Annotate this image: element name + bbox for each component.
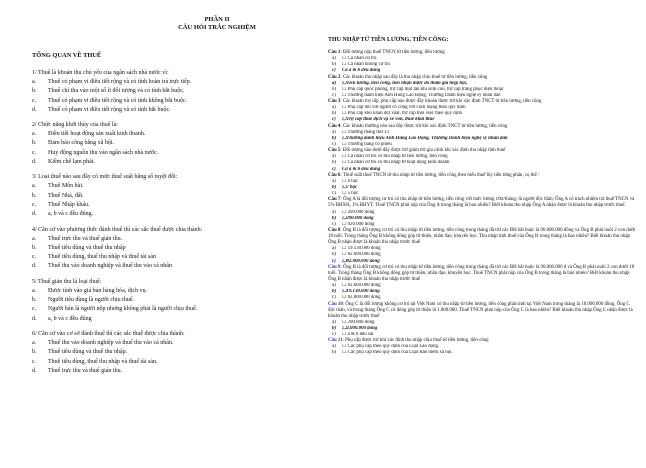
- question-block: [32, 69, 287, 115]
- option-text: Thuế có phạm vi điều tiết rộng và có tính bắt buộc.: [48, 106, 171, 113]
- option-text: ☐ Thưởng bằng cổ phiếu: [342, 141, 392, 147]
- option-text: ☐ Phụ cấp quốc phòng, trợ cấp một lần khi sinh con, trợ cấp trang phục điện thoại: [342, 86, 504, 92]
- answer-option: [32, 287, 287, 296]
- answer-option: [328, 295, 636, 301]
- left-question-list: [32, 69, 287, 376]
- option-letter: c.: [32, 97, 37, 104]
- question-body: : Các khoản thưởng nào sau đây được trừ khi xác định TNCT từ tiền lương, tiền công: [340, 123, 508, 129]
- answer-option: [32, 253, 287, 262]
- answer-option: [32, 182, 287, 191]
- answer-option: [32, 244, 287, 253]
- option-letter: b): [332, 111, 337, 117]
- section-title-overview: TỔNG QUAN VỀ THUẾ: [32, 52, 102, 59]
- option-text: a, b và c đều đúng.: [48, 211, 94, 218]
- option-letter: c): [332, 92, 336, 98]
- answer-option: [32, 348, 287, 357]
- option-letter: a.: [32, 131, 37, 138]
- question-text: 5/ Thuế gián thu là loại thuế:: [32, 278, 102, 285]
- question-block: [328, 228, 636, 265]
- question-body: : Các khoản thu nhập sau đây là thu nhập chịu thuế từ tiền lương, tiền công: [340, 74, 488, 80]
- option-letter: d.: [32, 106, 37, 113]
- left-column: [32, 16, 287, 382]
- question-block: [328, 338, 636, 356]
- option-letter: b): [332, 62, 337, 68]
- answer-option-correct: [328, 167, 636, 173]
- option-letter: c): [332, 117, 336, 123]
- option-text: ☐Thưởng danh hiệu Anh Hùng Lao Động, Thưởng Danh hiệu nghệ sỹ nhân dân: [342, 135, 508, 141]
- question-block: [328, 124, 636, 148]
- option-letter: b.: [32, 140, 37, 147]
- option-letter: b.: [32, 349, 37, 356]
- question-number: Câu 5: [328, 148, 341, 154]
- question-text: 3/ Loại thuế nào sau đây có mức thuế suất bằng số tuyệt đối:: [32, 174, 178, 181]
- option-letter: b): [332, 215, 337, 221]
- option-text: Thuế tiêu dùng, thuế thu nhập và thuế tài sản.: [48, 358, 158, 365]
- part-subtitle: CÂU HỎI TRẮC NGHIỆM: [178, 24, 256, 31]
- option-text: Thuế chỉ thu vào một số ít đối tượng và có tính bắt buộc.: [48, 88, 185, 95]
- option-text: Thuế Nhà, đất.: [48, 192, 84, 199]
- question-text: 1/ Thuế là khoản thu chủ yếu của ngân sách nhà nước vì:: [32, 70, 169, 76]
- answer-option: [32, 235, 287, 244]
- option-letter: c.: [32, 254, 37, 261]
- question-block: [32, 278, 287, 324]
- answer-option: [32, 339, 287, 348]
- question-block: [328, 302, 636, 339]
- answer-option: [32, 210, 287, 219]
- option-text: Người bán là người nộp nhưng không phải là người chịu thuế.: [48, 306, 198, 313]
- question-number: Câu 2: [328, 74, 341, 80]
- answer-option: [328, 142, 636, 148]
- option-letter: b.: [32, 192, 37, 199]
- right-question-list: [328, 50, 636, 357]
- question-body: : Ông B là đối tượng cư trú có thu nhập từ tiền lương, tiền công trong tháng đã trừ các BH bắt buộc là 90.000.000 đồng và Ông B phải nuôi 2 con dưới 18 tuổi. Trong tháng Ông B không đóng góp từ thiện, nhân đạo, khuyến học. Thu nhập tính thuế của Ông B trong tháng là bao nhiêu? Biết khoản thu nhập Ông B nhận được là khoản thu nhập trước thuế: [328, 228, 636, 246]
- option-text: Đảm bảo công bằng xã hội.: [48, 140, 114, 147]
- option-text: Thuế trực thu và thuế gián thu.: [48, 235, 123, 242]
- question-text: 6/ Căn cứ vào cơ sở đánh thuế thì các sắc thuế được chia thành:: [32, 330, 185, 337]
- answer-option-correct: [328, 117, 636, 123]
- option-letter: b): [332, 350, 337, 356]
- option-letter: c.: [32, 201, 37, 208]
- question-body: : Ông A là đối tượng cư trú có thu nhập từ tiền lương, tiền công với mức lương 10tr/tháng; là người độc thân; Ông A có trách nhiệm trả thuế TNCN và 5% BHXH, 1% BHYT. Thuế TNCN phải nộp của Ông A trong tháng là bao nhiêu? Biết khoản thu nhập Ông A nhận được là khoản thu nhập trước thuế.: [328, 197, 635, 209]
- question-block: [328, 99, 636, 123]
- option-text: Thuế Môn bài.: [48, 183, 84, 190]
- option-text: ☐290.000 đồng: [342, 215, 374, 221]
- answer-option: [32, 139, 287, 148]
- question-body: : Ông C là đối tượng không cư trú tại Việt Nam có thu nhập từ tiền lương, tiền công phát sinh tại Việt Nam trong tháng là 10.000.000 đồng. Ông C độc thân, và trong tháng Ông C có đóng góp từ thiện là 1.000.000. Thuế TNCN phải nộp của Ông C là bao nhiêu? Biết khoản thu nhập Ông C nhận được là khoản thu nhập trước thuế: [328, 301, 633, 319]
- option-letter: b): [332, 160, 337, 166]
- option-letter: d.: [32, 211, 37, 218]
- question-text: [328, 302, 636, 320]
- option-text: Thuế thu vào doanh nghiệp và thuế thu vào cá nhân.: [48, 339, 174, 346]
- question-body: : Thuế suất thuế TNCN từ thu nhập từ tiền lương, tiền công theo biểu thuế lũy tiến từng phần, cụ thể :: [340, 172, 540, 178]
- option-text: a, b và c đều đúng: [48, 315, 92, 322]
- question-block: [328, 265, 636, 302]
- option-letter: c): [332, 191, 336, 197]
- option-letter: c.: [32, 149, 37, 156]
- question-number: Câu 7: [328, 197, 341, 203]
- answer-option-correct: [328, 68, 636, 74]
- option-text: Thuế có phạm vi điều tiết rộng và có tính hoàn trả trực tiếp.: [48, 79, 192, 85]
- option-text: ☐ 209.000 đồng: [342, 209, 375, 215]
- option-text: Thuế có phạm vi điều tiết rộng và có tính không bắt buộc.: [48, 97, 188, 104]
- option-letter: c): [332, 141, 336, 147]
- option-text: ☐82.800.000 đồng: [342, 258, 380, 264]
- question-number: Câu 1: [328, 50, 341, 55]
- option-letter: a): [332, 319, 336, 325]
- option-text: Được tính vào giá bán hàng hóa, dịch vụ.: [48, 287, 148, 294]
- option-letter: c): [332, 332, 336, 337]
- answer-option: [32, 201, 287, 210]
- option-text: ☐ Thưởng tháng thứ 13: [342, 129, 389, 135]
- right-column: [328, 37, 636, 357]
- option-text: Người tiêu dùng là người chịu thuế.: [48, 297, 135, 304]
- question-number: Câu 6: [328, 172, 341, 178]
- question-number: Câu 10: [328, 301, 343, 307]
- answer-option: [32, 158, 287, 167]
- answer-option: [328, 350, 636, 356]
- option-letter: a.: [32, 287, 37, 294]
- option-letter: b): [332, 252, 337, 258]
- question-block: [32, 173, 287, 219]
- answer-option: [32, 106, 287, 115]
- answer-option: [32, 130, 287, 139]
- option-letter: a.: [32, 339, 37, 346]
- answer-option: [32, 296, 287, 305]
- option-letter: b.: [32, 297, 37, 304]
- option-letter: c): [332, 166, 336, 172]
- option-text: ☐ 6 bậc: [342, 178, 359, 184]
- option-letter: b.: [32, 244, 37, 251]
- option-text: ☐ Thưởng danh hiệu Anh Hùng Lao Động, Thưởng Danh hiệu nghệ sỹ nhân dân: [342, 92, 501, 98]
- option-letter: b.: [32, 88, 37, 95]
- option-text: ☐ Các phụ cấp theo quy định của Luật Bảo hiểm xã hội.: [342, 350, 453, 356]
- question-block: [32, 226, 287, 272]
- answer-option: [32, 192, 287, 201]
- question-body: : Đối tượng nộp thuế TNCN từ tiền lương, tiền lương: [340, 50, 445, 55]
- option-letter: a): [332, 246, 336, 252]
- question-block: [328, 173, 636, 197]
- option-text: ☐ Cá nhân cư trú: [342, 56, 377, 62]
- option-text: ☐ 82.600.000 đồng: [342, 283, 381, 289]
- option-letter: d.: [32, 315, 37, 322]
- answer-option: [32, 358, 287, 367]
- question-block: [328, 148, 636, 172]
- option-letter: a): [332, 344, 336, 350]
- option-letter: b): [332, 135, 337, 141]
- question-number: Câu 11: [328, 338, 343, 344]
- question-block: [328, 75, 636, 99]
- option-text: ☐ Cá nhân không cư trú: [342, 62, 390, 68]
- option-text: Cả a & b đều đúng: [342, 68, 381, 74]
- option-text: Huy động nguồn thu vào ngân sách nhà nước.: [48, 149, 159, 156]
- question-body: : Ông B là đối tượng cư trú có thu nhập từ tiền lương, tiền công trong tháng đã trừ các BH bắt buộc là 90.000.000 đ và Ông B phải nuôi 2 con dưới 18 tuổi. Trong tháng Ông B không đóng góp từ thiện, nhân đạo, khuyến học. Thuế TNCN phải nộp của Ông B trong tháng là bao nhiêu? Biết khoản thu nhập Ông B nhận được là khoản thu nhập trước thuế: [328, 264, 635, 282]
- option-letter: d.: [32, 263, 37, 270]
- answer-option: [32, 315, 287, 324]
- answer-option: [32, 262, 287, 271]
- question-number: Câu 3: [328, 99, 341, 105]
- option-letter: a): [332, 283, 336, 289]
- option-letter: b): [332, 325, 337, 331]
- option-text: Thuế tiêu dùng và thuế thu nhập: [48, 244, 126, 251]
- section-title-income: THU NHẬP TỪ TIỀN LƯƠNG, TIỀN CÔNG:: [328, 37, 449, 43]
- answer-option: [32, 78, 287, 87]
- question-number: Câu 4: [328, 123, 341, 129]
- option-letter: a.: [32, 235, 37, 242]
- option-letter: a): [332, 209, 336, 215]
- question-body: : Đối tượng nào dưới đây được trừ giảm trừ gia cảnh khi xác định thu nhập tính thuế: [340, 148, 506, 154]
- option-text: ☐Trợ cấp thuê dịch vụ xe vốn, thuê khai thuế: [342, 117, 435, 123]
- part-heading: PHẦN II: [204, 16, 230, 23]
- option-letter: b): [332, 185, 337, 190]
- option-letter: b): [332, 86, 337, 92]
- option-text: ☐ 5 bậc: [342, 191, 359, 197]
- question-text: 2/ Chức năng khởi thủy của thuế là:: [32, 122, 118, 129]
- option-text: ☐19.130.000 đồng: [342, 289, 380, 295]
- question-block: [328, 50, 636, 74]
- option-letter: c): [332, 258, 336, 264]
- option-letter: b): [332, 289, 337, 295]
- question-block: [32, 330, 287, 376]
- option-text: ☐ 290.000 đồng: [342, 319, 375, 325]
- question-text: [328, 265, 636, 283]
- answer-option: [328, 332, 636, 338]
- option-text: ☐ 82.800.000 đồng: [342, 295, 381, 301]
- option-text: Điều tiết hoạt động sản xuất kinh doanh.: [48, 131, 146, 138]
- option-text: Thuế thu vào doanh nghiệp và thuế thu vào cá nhân: [48, 263, 172, 270]
- option-letter: d.: [32, 367, 37, 374]
- option-letter: d.: [32, 159, 37, 166]
- option-text: Cả a & b đều đúng: [342, 166, 381, 172]
- question-body: : Phụ cấp được trừ khi xác định thu nhập chịu thuế từ tiền lương, tiền công: [342, 338, 489, 344]
- option-letter: a): [332, 178, 336, 184]
- question-block: [328, 197, 636, 227]
- option-letter: a): [332, 80, 337, 86]
- option-text: Thuế tiêu dùng và thuế thu nhập.: [48, 349, 128, 356]
- option-text: ☐ Cá nhân cư trú có thu nhập từ tiền lương, tiền công: [342, 154, 448, 160]
- option-text: ☐ 920.000 đồng: [342, 221, 375, 227]
- answer-option: [32, 87, 287, 96]
- option-letter: a.: [32, 79, 37, 85]
- answer-option: [32, 367, 287, 376]
- answer-option-correct: [328, 259, 636, 265]
- option-text: ☐ Các phụ cấp theo quy định của Luật Lao động.: [342, 344, 440, 350]
- answer-option: [32, 149, 287, 158]
- answer-option: [32, 305, 287, 314]
- option-text: ☐ Cá nhân cư trú có thu nhập từ hoạt động kinh doanh: [342, 160, 450, 166]
- option-text: ☐7 bậc: [342, 185, 358, 190]
- option-text: Thuế tiêu dùng, thuế thu nhập và thuế tài sản: [48, 254, 156, 261]
- option-text: ☐ Phụ cấp khó khăn đột xuất, trợ cấp thôi việc theo quy định: [342, 111, 462, 117]
- option-letter: a): [332, 154, 336, 160]
- answer-option: [328, 93, 636, 99]
- question-number: Câu 8: [328, 228, 341, 234]
- option-text: Thuế trực thu và thuế gián thu.: [48, 367, 123, 374]
- option-text: ☐ 19.130.000 đồng: [342, 246, 381, 252]
- option-letter: a.: [32, 183, 37, 190]
- question-text: [328, 197, 636, 209]
- option-letter: c.: [32, 306, 37, 313]
- question-block: [32, 121, 287, 167]
- answer-option: [32, 97, 287, 106]
- question-body: : Các khoản trợ cấp, phụ cấp nào được đầy khoản được trừ khi xác định TNCT từ tiền lương, tiền công: [340, 99, 542, 105]
- option-text: Thuế Nhập khẩu.: [48, 201, 90, 208]
- option-letter: a): [332, 56, 336, 62]
- option-text: ☐ a & b đều sai: [342, 332, 374, 337]
- option-letter: c): [332, 295, 336, 301]
- option-letter: c.: [32, 358, 37, 365]
- option-text: Kiềm chế lạm phát.: [48, 159, 95, 166]
- option-letter: a): [332, 105, 336, 111]
- answer-option: [328, 222, 636, 228]
- option-text: ☐ Phụ cấp đối với người có công với cách mạng theo quy định: [342, 105, 466, 111]
- question-text: 4/ Căn cứ vào phương thức đánh thuế thì các sắc thuế được chia thành:: [32, 226, 203, 233]
- option-text: ☐2.000.000 đồng: [342, 325, 378, 331]
- question-number: Câu 9: [328, 264, 341, 270]
- question-text: [328, 228, 636, 246]
- option-text: ☐ 82.600.000 đồng: [342, 252, 381, 258]
- option-letter: c): [332, 221, 336, 227]
- option-text: ☐Tiền lương, tiền công, tiền nhận được do tham gia hiệp hội,: [342, 80, 468, 86]
- option-letter: c): [332, 68, 336, 74]
- option-letter: a): [332, 129, 336, 135]
